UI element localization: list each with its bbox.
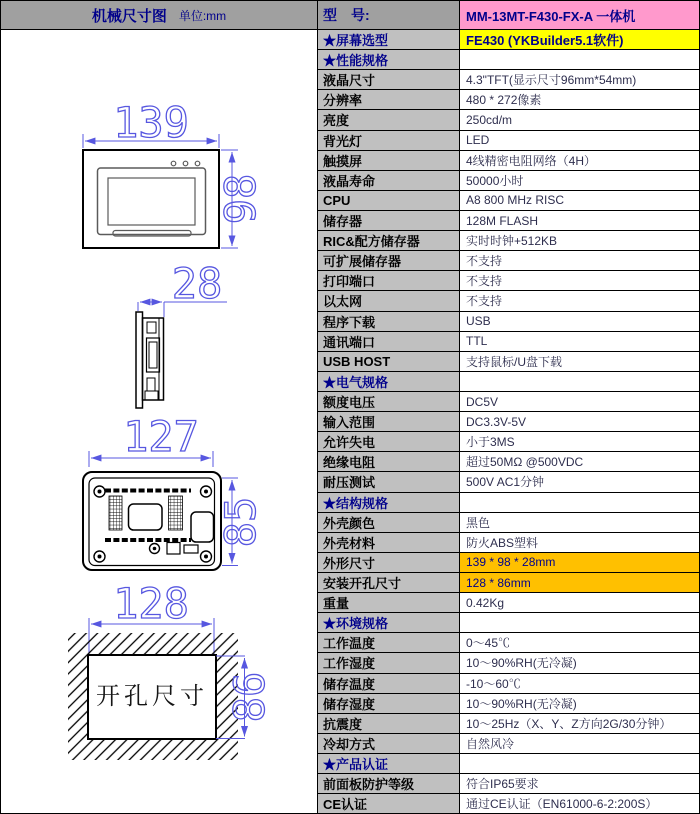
spec-rows (318, 30, 699, 813)
spec-value: 250cd/m (460, 110, 699, 129)
spec-label: 绝缘电阻 (318, 452, 460, 471)
spec-value: 支持鼠标/U盘下载 (460, 352, 699, 371)
spec-label: 抗震度 (318, 714, 460, 733)
spec-label: 工作湿度 (318, 653, 460, 672)
spec-row (318, 734, 699, 754)
spec-label: 工作温度 (318, 633, 460, 652)
spec-value: 不支持 (460, 291, 699, 310)
spec-value: 10～90%RH(无冷凝) (460, 653, 699, 672)
spec-value: DC5V (460, 392, 699, 411)
spec-label: CE认证 (318, 794, 460, 813)
cutout-label: 开孔尺寸 (96, 683, 208, 710)
mechanical-panel (1, 1, 318, 813)
spec-value (460, 754, 699, 773)
spec-label: 冷却方式 (318, 734, 460, 753)
spec-value: 自然风冷 (460, 734, 699, 753)
side-depth-dimension: 28 (171, 259, 223, 308)
spec-label: ★结构规格 (318, 493, 460, 512)
spec-row (318, 573, 699, 593)
spec-row (318, 151, 699, 171)
spec-value (460, 493, 699, 512)
spec-value: 防火ABS塑料 (460, 533, 699, 552)
spec-value: 不支持 (460, 251, 699, 270)
spec-row (318, 110, 699, 130)
spec-label: ★环境规格 (318, 613, 460, 632)
front-width-dimension: 139 (113, 98, 189, 147)
spec-label: ★电气规格 (318, 372, 460, 391)
front-view-drawing (83, 98, 265, 248)
spec-label: USB HOST (318, 352, 460, 371)
spec-row (318, 593, 699, 613)
spec-value: -10～60℃ (460, 674, 699, 693)
spec-row (318, 90, 699, 110)
spec-value: 128M FLASH (460, 211, 699, 230)
spec-row (318, 70, 699, 90)
spec-label: 亮度 (318, 110, 460, 129)
rear-vent-grid-right (169, 496, 183, 530)
spec-label: RIC&配方储存器 (318, 231, 460, 250)
spec-label: 外壳材料 (318, 533, 460, 552)
spec-row (318, 352, 699, 372)
rear-width-dimension: 127 (123, 412, 199, 461)
spec-value: DC3.3V-5V (460, 412, 699, 431)
spec-row (318, 312, 699, 332)
spec-row (318, 432, 699, 452)
spec-label: 允许失电 (318, 432, 460, 451)
spec-value: 0～45℃ (460, 633, 699, 652)
spec-value: 128 * 86mm (460, 573, 699, 592)
section-header-row (318, 493, 699, 513)
spec-row (318, 271, 699, 291)
spec-label: 耐压测试 (318, 472, 460, 491)
front-led-indicator (171, 161, 176, 166)
spec-label: 外形尺寸 (318, 553, 460, 572)
spec-row (318, 412, 699, 432)
spec-label: 前面板防护等级 (318, 774, 460, 793)
spec-row (318, 392, 699, 412)
spec-row (318, 513, 699, 533)
spec-row (318, 774, 699, 794)
spec-value: USB (460, 312, 699, 331)
rear-height-dimension: 85 (216, 496, 265, 548)
spec-row (318, 794, 699, 813)
spec-row (318, 714, 699, 734)
spec-label: 重量 (318, 593, 460, 612)
spec-row (318, 674, 699, 694)
spec-value: 139 * 98 * 28mm (460, 553, 699, 572)
spec-value: 500V AC1分钟 (460, 472, 699, 491)
spec-label: CPU (318, 191, 460, 210)
spec-label: ★性能规格 (318, 50, 460, 69)
rear-view-drawing (83, 412, 265, 570)
mechanical-drawings (1, 30, 317, 813)
spec-value: LED (460, 131, 699, 150)
spec-value: 小于3MS (460, 432, 699, 451)
cutout-width-dimension: 128 (113, 579, 189, 628)
spec-value: 4.3"TFT(显示尺寸96mm*54mm) (460, 70, 699, 89)
section-header-row (318, 613, 699, 633)
spec-label: 储存湿度 (318, 694, 460, 713)
spec-panel (318, 1, 699, 813)
model-label: 型 号: (318, 1, 460, 29)
spec-value: 超过50MΩ @500VDC (460, 452, 699, 471)
spec-value: FE430 (YKBuilder5.1软件) (460, 30, 699, 49)
model-row (318, 1, 699, 30)
drawing-area (1, 30, 317, 813)
spec-row (318, 251, 699, 271)
spec-label: 储存温度 (318, 674, 460, 693)
mechanical-panel-header (1, 1, 317, 30)
mechanical-unit-label: 单位:mm (178, 8, 227, 23)
spec-label: 额度电压 (318, 392, 460, 411)
spec-row (318, 131, 699, 151)
spec-label: 打印端口 (318, 271, 460, 290)
spec-row (318, 452, 699, 472)
spec-label: 安装开孔尺寸 (318, 573, 460, 592)
spec-label: 通讯端口 (318, 332, 460, 351)
front-height-dimension: 98 (216, 173, 265, 225)
spec-value: 10～90%RH(无冷凝) (460, 694, 699, 713)
spec-row (318, 231, 699, 251)
front-led-indicator (195, 161, 200, 166)
spec-label: 分辨率 (318, 90, 460, 109)
spec-value: 黑色 (460, 513, 699, 532)
spec-value: 不支持 (460, 271, 699, 290)
model-value: MM-13MT-F430-FX-A 一体机 (460, 1, 699, 29)
spec-row (318, 653, 699, 673)
spec-row (318, 30, 699, 50)
spec-label: 输入范围 (318, 412, 460, 431)
spec-label: 触摸屏 (318, 151, 460, 170)
spec-row (318, 633, 699, 653)
spec-label: 液晶寿命 (318, 171, 460, 190)
spec-value: TTL (460, 332, 699, 351)
spec-row (318, 553, 699, 573)
spec-row (318, 291, 699, 311)
rear-vent-grid-left (109, 496, 122, 530)
spec-label: ★屏幕选型 (318, 30, 460, 49)
spec-value: 480 * 272像素 (460, 90, 699, 109)
spec-value: 符合IP65要求 (460, 774, 699, 793)
spec-row (318, 533, 699, 553)
spec-value: 实时时钟+512KB (460, 231, 699, 250)
spec-value: 4线精密电阻网络（4H） (460, 151, 699, 170)
spec-label: 储存器 (318, 211, 460, 230)
spec-value: A8 800 MHz RISC (460, 191, 699, 210)
section-header-row (318, 50, 699, 70)
spec-label: 程序下载 (318, 312, 460, 331)
spec-row (318, 472, 699, 492)
section-header-row (318, 372, 699, 392)
spec-value: 通过CE认证（EN61000-6-2:200S） (460, 794, 699, 813)
spec-label: ★产品认证 (318, 754, 460, 773)
spec-value: 50000小时 (460, 171, 699, 190)
mechanical-title: 机械尺寸图 (91, 7, 167, 25)
spec-row (318, 211, 699, 231)
spec-row (318, 171, 699, 191)
spec-value (460, 613, 699, 632)
spec-label: 液晶尺寸 (318, 70, 460, 89)
cutout-drawing (68, 579, 274, 760)
section-header-row (318, 754, 699, 774)
spec-value: 10～25Hz（X、Y、Z方向2G/30分钟） (460, 714, 699, 733)
side-view-drawing (136, 259, 227, 408)
front-led-indicator (183, 161, 188, 166)
spec-label: 以太网 (318, 291, 460, 310)
spec-label: 外壳颜色 (318, 513, 460, 532)
spec-row (318, 694, 699, 714)
spec-row (318, 332, 699, 352)
spec-value (460, 372, 699, 391)
spec-label: 可扩展储存器 (318, 251, 460, 270)
spec-row (318, 191, 699, 211)
spec-label: 背光灯 (318, 131, 460, 150)
spec-value (460, 50, 699, 69)
spec-value: 0.42Kg (460, 593, 699, 612)
cutout-height-dimension: 86 (225, 671, 274, 723)
